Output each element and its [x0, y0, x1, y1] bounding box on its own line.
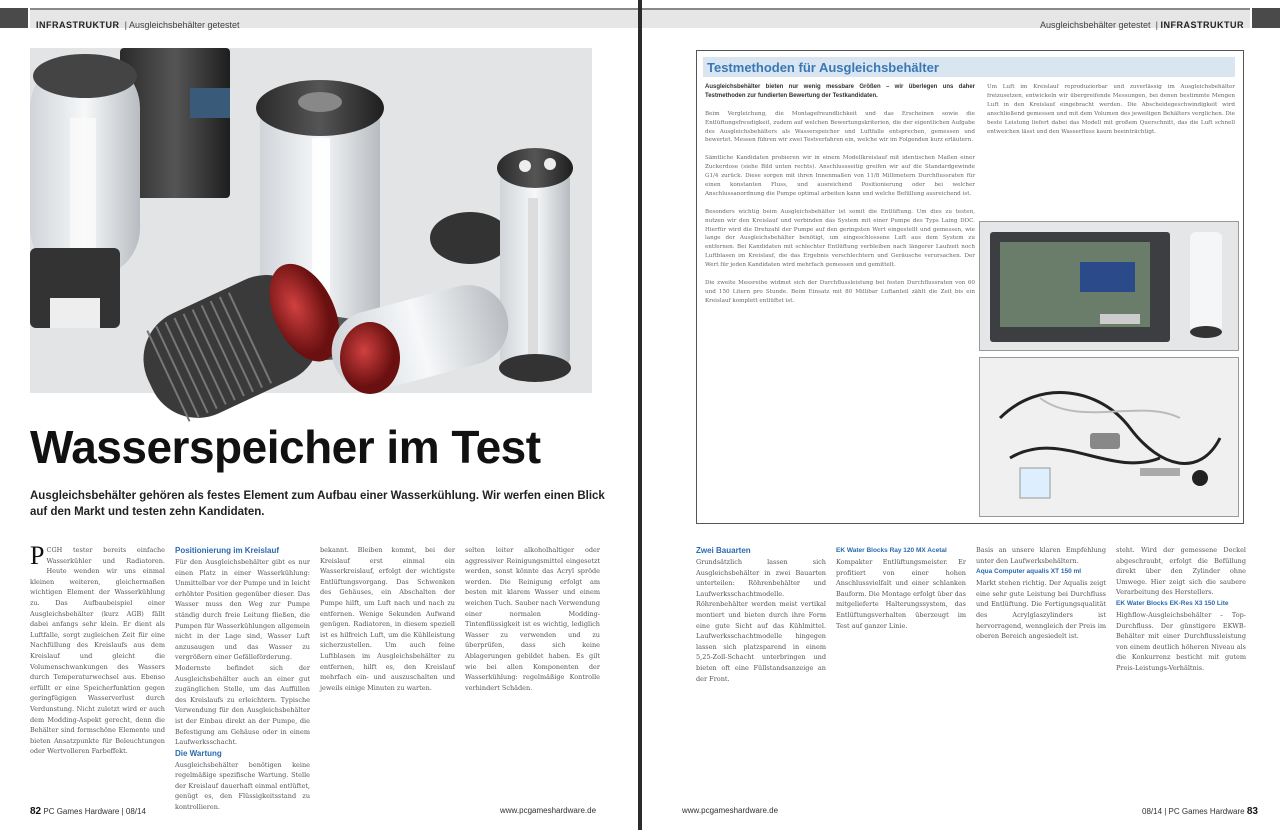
article-deck: Ausgleichsbehälter gehören als festes Element zum Aufbau einer Wasserkühlung. Wir werfen einen Blick auf den Markt und testen zehn Kandidaten. [30, 490, 605, 518]
box-text1: Beim Vergleichung, die Montagefreundlichkeit und das Erscheinen sowie die Entlüftungsfreudigkeit, zudem auf welchen Bewertungskriterien, die der eigentlichen Aufgabe des Ausgleichsbehälters als Wasserspeicher und Luftfalle entsprechen, gemessen und bewertet. Messen führen wir zwei Testverfahren ein, welche wir im Folgenden kurz erläutern. [705, 110, 975, 144]
left-col4-text: selten leiter alkoholhaltiger oder aggressiver Reinigungsmittel eingesetzt werden, sonst könnte das Acryl spröde werden. Die Reinigung erfolgt am besten mit klarem Wasser und einem weichen Tuch. Sauber nach Verwendung einer normalen Modding-Tintenflüssigkeit ist es wichtig, lediglich Wasser zu verwenden und zu überprüfen, dass sich keine Ablagerungen gebildet haben. Es gilt wie bei allen Komponenten der Wasserkühlung: regelmäßige Kontrolle verhindert Schäden. [465, 546, 600, 692]
right-footer-url: www.pcgameshardware.de [682, 806, 779, 815]
left-col-1 [30, 541, 165, 800]
right-footer-right [1142, 806, 1258, 817]
test-methods-box [696, 50, 1244, 524]
right-col4-text: steht. Wird der gemessene Deckel abgeschraubt, erfolgt die Befüllung direkt über den Zylinder ohne Umwege. Hier zeigt sich die saubere Verarbeitung des Herstellers. [1116, 546, 1246, 597]
box-col-2 [987, 83, 1235, 211]
left-page [0, 0, 638, 830]
box-text4: Die zweite Messreihe widmet sich der Durchflussleistung bei festen Durchflussraten von 60 und 150 Litern pro Stunde. Beim Einsatz mit 80 Millibar Luftanteil zählt die Zeit bis ein Kreislauf komplett entlüftet ist. [705, 279, 975, 304]
issue-left: PC Games Hardware | 08/14 [43, 807, 146, 816]
right-col-2 [836, 545, 966, 800]
box-text2: Sämtliche Kandidaten probieren wir in einem Modellkreislauf mit identischen Maßen einer Zuckerdose (siehe Bild unten rechts). Anschlussseitig greifen wir auf die Standardgewinde G1/4 zurück. Diese sorgen mit ihren Innenmaßen von 11/8 Millimetern Durchflussraten für einen konstanten Fluss, und ausreichend Positionierung oder bei welcher Anschlussanordnung die Pumpe optimal arbeiten kann und welche Befüllung ausreichend ist. [705, 155, 975, 197]
subhead-aqualis: Aqua Computer aqualis XT 150 ml [976, 568, 1082, 576]
left-col-3 [320, 545, 455, 800]
subhead-ek-ray: EK Water Blocks Ray 120 MX Acetal [836, 547, 947, 554]
right-col3-text2: Markt stehen richtig. Der Aqualis zeigt eine sehr gute Leistung bei Durchfluss und Entlüftung. Die Fertigungsqualität des Acrylglaszylinders ist hervorragend, wenngleich der Preis im oberen Bereich angesiedelt ist. [976, 579, 1106, 641]
box-col-1 [705, 83, 975, 515]
hero-photo [30, 48, 592, 393]
left-footer-url: www.pcgameshardware.de [500, 806, 597, 815]
right-body-columns [696, 545, 1256, 800]
page-number-right: 83 [1246, 806, 1258, 817]
box-title: Testmethoden für Ausgleichsbehälter [707, 60, 939, 75]
right-col-1 [696, 545, 826, 800]
issue-right: 08/14 | PC Games Hardware [1142, 807, 1245, 816]
test-rig-photo [979, 221, 1239, 351]
right-col3-text: Basis an unsere klaren Empfehlung unter den Laufwerksbehältern. [976, 546, 1106, 565]
left-col1-text: CGH tester bereits einfache Wasserkühler und Radiatoren. Heute wenden wir uns einmal kleinen weiteren, gleichermaßen wichtigen Element der Wasserkühlung zu. Das Aufbaubeispiel einer Ausgleichsbehälter (kurz AGB) fällt dabei anfangs sehr klein. Er dient als Luftfalle, sorgt zugleichen Zeit für eine Nachfüllung des Kreislaufs aus dem Kreislauf und gleicht die Volumenschwankungen des Wassers durch Temperaturwechsel aus. Ebenso erfüllt er eine Speicherfunktion gegen geringfügigen Wasserverlust durch Verdunstung. Nicht zuletzt wird er auch dem Modding-Aspekt gerecht, denn die Behälter sind formschöne Elemente und bieten Ansatzpunkte für Beleuchtungen oder Wertvolleren Farbeffekt. [30, 546, 165, 756]
running-header: INFRASTRUKTUR | Ausgleichsbehälter getestet [30, 8, 638, 28]
right-col4-text2: Highflow-Ausgleichsbehälter – Top-Durchfluss. Der günstigere EKWB-Behälter mit einer Durchflussleistung von einem deutlich höheren Niveau als die Konkurrenz besticht mit gutem Preis-Leistungs-Verhältnis. [1116, 610, 1246, 672]
box-text3: Besonders wichtig beim Ausgleichsbehälter ist somit die Entlüftung. Um dies zu testen, nutzen wir den Kreislauf und verbinden das System mit einer Pumpe des Typs Laing DDC. Hierfür wird die Drehzahl der Pumpe auf den geringsten Wert eingestellt und gemessen, wie lange der Ausgleichsbehälter benötigt, um eingeschlossene Luft aus dem System zu entfernen. Bei Kandidaten mit schlechter Entlüftung verbleiben nach längerer Laufzeit noch Luftblasen im Kreislauf, die das Ergebnis verschlechtern und Geräusche verursachen. Der Wert für jeden Kandidaten wird mehrfach gemessen und gemittelt. [705, 208, 975, 269]
header-subtitle-right: Ausgleichsbehälter getestet [1039, 20, 1151, 30]
right-page [642, 0, 1280, 830]
right-col-4 [1116, 545, 1246, 800]
tubing-photo [979, 357, 1239, 517]
header-category: INFRASTRUKTUR [36, 20, 120, 30]
left-col-4 [465, 545, 600, 800]
left-col3-text: bekannt. Bleiben kommt, bei der Kreislauf erst einmal ein Wasserkreislauf, erfolgt der wichtigste Entlüftungsvorgang. Das Schwenken des Gehäuses, ein Abschalten der Pumpe hilft, um Luft nach und nach zu entfernen. Wenige Sekunden Aufwand genügen. Radiatoren, in diesem speziell ist es hilfreich Luft, um die Kühlleistung sicherzustellen. Um auch feine Luftblasen im Ausgleichsbehälter zu entfernen, hilft es, den Kreislauf mehrfach ein- und auszuschalten und jeweils einige Minuten zu warten. [320, 546, 455, 692]
right-col2-text: Kompakter Entlüftungsmeister. Er profitiert von einer hohen Anschlussvielfalt und einer schlanken Bauform. Die Montage erfolgt über das mitgelieferte Halterungssystem, das Entlüftungsverhalten überzeugt im Test auf ganzer Linie. [836, 558, 967, 630]
right-col-3 [976, 545, 1106, 800]
box-lead: Ausgleichsbehälter bieten nur wenig messbare Größen – wir überlegen uns daher Testmethoden zur fundierten Bewertung der Testkandidaten. [705, 84, 975, 99]
subhead-ek-res: EK Water Blocks EK-Res X3 150 Lite [1116, 599, 1229, 607]
box-title-bar [703, 57, 1235, 77]
page-edge-tab [0, 8, 28, 28]
subhead-wartung: Die Wartung [175, 748, 222, 758]
header-category-right: INFRASTRUKTUR [1160, 20, 1244, 30]
left-col-2 [175, 545, 310, 812]
subhead-positionierung: Positionierung im Kreislauf [175, 546, 280, 555]
subhead-zwei-bauarten: Zwei Bauarten [696, 546, 751, 555]
article-headline: Wasserspeicher im Test [30, 421, 541, 473]
left-col2-text1: Für den Ausgleichsbehälter gibt es nur einen Platz in einer Wasserkühlung: Unmittelbar vor der Pumpe und in leicht erhöhter Position gegenüber dieser. Das Wasser muss den Weg zur Pumpe ständig durch freie Leitung fließen, die Pumpen für Wasserkühlungen allgemein nicht in der Lage sind, Wasser Luft anzusaugen und das Wasser zu vergrößern einer Gefälleförderung. [175, 558, 310, 662]
left-col2-text3: Ausgleichsbehälter benötigen keine regelmäßige spezifische Wartung. Stelle der Kreislauf dauerhaft einmal entlüftet, genügt es, den Flüssigkeitsstand zu kontrollieren. [175, 760, 310, 812]
box-text5: Um Luft im Kreislauf reproduzierbar und zuverlässig im Ausgleichsbehälter freizusetzen, entwickeln wir übergreifende Messungen, bei denen bestimmte Mengen Luft in den Kreislauf eingebracht werden. Die Abscheidegeschwindigkeit wird anschließend gemessen und mit dem Volumen des jeweiligen Behälters verglichen. Die beste Leistung liefert dabei das Modell mit großem Querschnitt, das die Luft schnell entweichen lässt und den Wasserfluss kaum beeinträchtigt. [987, 84, 1235, 135]
right-col1-text: Grundsätzlich lassen sich Ausgleichsbehälter in zwei Bauarten unterteilen: Röhrenbehälter und Laufwerksschachtmodelle. Röhrenbehälter werden meist vertikal montiert und bieten durch ihre Form eine gute Sicht auf das Kühlmittel. Laufwerksschachtmodelle hingegen lassen sich platzsparend in einem 5,25-Zoll-Schacht unterbringen und bieten oft eine Füllstandsanzeige an der Front. [696, 558, 826, 683]
left-col2-text2: Modernste befindet sich der Ausgleichsbehälter auch an einer gut zugänglichen Stelle, um das Auffüllen des Kreislaufs zu erleichtern. Typische Verwendung für den Ausgleichsbehälter ist der Einbau direkt an der Pumpe, die Befestigung am Gehäuse oder in einem Laufwerksschacht. [175, 663, 310, 747]
header-subtitle: Ausgleichsbehälter getestet [128, 20, 240, 30]
page-number-left: 82 [30, 806, 42, 817]
running-header-right: Ausgleichsbehälter getestet | INFRASTRUKTUR [642, 8, 1250, 28]
dropcap: P [30, 541, 45, 570]
left-footer-left [30, 806, 146, 817]
reservoirs-photo-illustration [30, 48, 592, 393]
page-edge-tab-right [1252, 8, 1280, 28]
